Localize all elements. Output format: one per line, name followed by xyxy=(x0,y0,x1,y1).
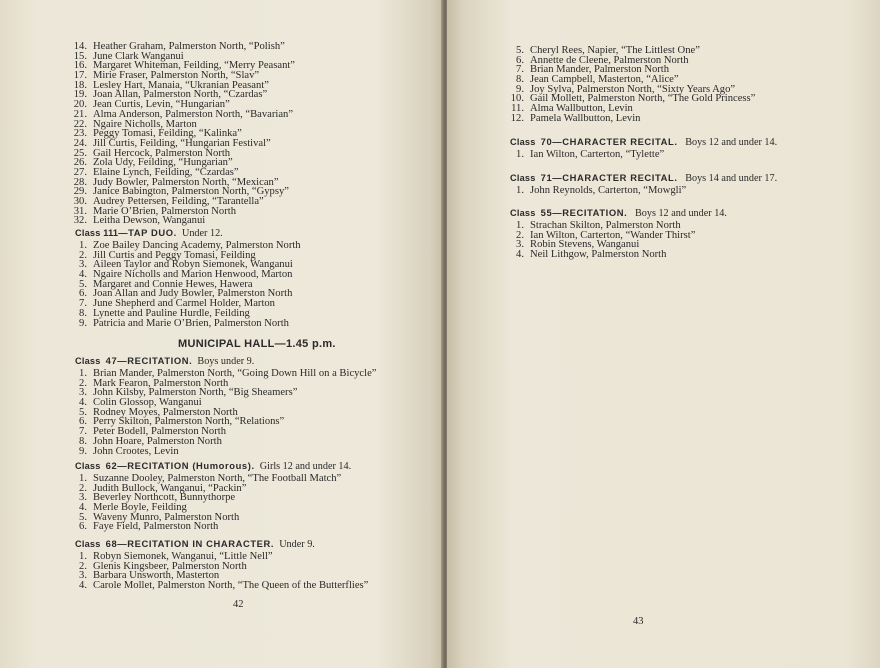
section-title: MUNICIPAL HALL—1.45 p.m. xyxy=(178,338,336,350)
entry-number: 3. xyxy=(79,570,87,582)
entry-text: Janice Babington, Palmerston North, “Gypsy” xyxy=(93,186,289,198)
entry-text: Margaret Whiteman, Feilding, “Merry Peasant” xyxy=(93,60,296,72)
entry-text: Heather Graham, Palmerston North, “Polish” xyxy=(93,41,285,52)
entry-number: 1. xyxy=(79,368,87,379)
entry-number: 4. xyxy=(79,580,87,592)
right-list-continued xyxy=(510,46,755,124)
list-item xyxy=(510,114,755,124)
entry-text: John Hoare, Palmerston North xyxy=(93,435,222,447)
entry-text: Joan Allan and Judy Bowler, Palmerston North xyxy=(93,288,293,300)
entry-number: 26. xyxy=(73,157,87,169)
entry-text: Brian Mander, Palmerston North xyxy=(530,64,670,76)
page-number: 43 xyxy=(633,616,644,627)
entry-text: Waveny Munro, Palmerston North xyxy=(93,511,240,523)
class-47-block xyxy=(72,356,377,456)
entry-number: 5. xyxy=(516,45,524,56)
entry-text: Faye Field, Palmerston North xyxy=(93,521,219,533)
entry-number: 28. xyxy=(73,176,87,188)
class-111-heading xyxy=(75,228,301,238)
entry-text: Margaret and Connie Hewes, Hawera xyxy=(93,278,253,290)
entry-number: 8. xyxy=(79,435,87,447)
entry-text: Elaine Lynch, Feilding, “Czardas” xyxy=(93,166,239,178)
class-title: 70—CHARACTER RECITAL. xyxy=(540,136,678,147)
entry-number: 2. xyxy=(79,377,87,389)
entry-text: Judy Bowler, Palmerston North, “Mexican” xyxy=(93,176,279,188)
class-label: Class xyxy=(510,208,536,218)
entry-number: 31. xyxy=(73,205,87,217)
entry-number: 6. xyxy=(79,416,87,428)
entry-number: 7. xyxy=(516,64,524,76)
class-description: Boys under 9. xyxy=(197,356,255,367)
entry-number: 5. xyxy=(79,406,87,418)
class-title: 47—RECITATION. xyxy=(105,355,193,366)
entry-number: 1. xyxy=(516,185,524,196)
entry-number: 32. xyxy=(73,215,87,227)
entry-number: 4. xyxy=(79,269,87,281)
entry-number: 2. xyxy=(79,560,87,572)
class-62-heading xyxy=(75,461,351,471)
class-title: —TAP DUO. xyxy=(118,227,177,238)
entry-text: Audrey Pettersen, Feilding, “Tarantella” xyxy=(93,196,264,207)
entry-number: 7. xyxy=(79,298,87,310)
list-item xyxy=(72,522,351,532)
list-item xyxy=(72,319,301,329)
entry-text: Mirie Fraser, Palmerston North, “Slav” xyxy=(93,70,260,82)
class-description: Under 12. xyxy=(181,228,223,239)
entry-number: 25. xyxy=(73,147,87,159)
entry-number: 4. xyxy=(79,502,87,514)
entry-number: 1. xyxy=(79,551,87,562)
entry-number: 3. xyxy=(79,259,87,271)
entry-number: 12. xyxy=(510,112,524,124)
entry-text: Colin Glossop, Wanganui xyxy=(93,397,202,409)
entry-number: 2. xyxy=(516,229,524,241)
list-item xyxy=(510,150,777,160)
left-list-continued xyxy=(72,42,295,226)
entry-text: John Reynolds, Carterton, “Mowgli” xyxy=(530,185,687,196)
entry-number: 9. xyxy=(79,445,87,457)
class-description: Under 9. xyxy=(279,539,315,550)
list-item xyxy=(72,216,295,226)
entry-text: Jean Curtis, Levin, “Hungarian” xyxy=(93,99,230,111)
entry-number: 1. xyxy=(79,473,87,484)
class-description: Boys 14 and under 17. xyxy=(685,173,778,184)
entry-text: Perry Skilton, Palmerston North, “Relations” xyxy=(93,416,285,428)
class-title: 71—CHARACTER RECITAL. xyxy=(540,172,678,183)
entry-text: Joy Sylva, Palmerston North, “Sixty Years Ago” xyxy=(530,83,736,95)
list-item xyxy=(72,581,368,591)
class-label: Class 111 xyxy=(75,228,119,238)
entry-text: Glenis Kingsbeer, Palmerston North xyxy=(93,560,247,572)
entry-text: Gail Hercock, Palmerston North xyxy=(93,147,231,159)
entry-text: Pamela Wallbutton, Levin xyxy=(530,112,641,124)
class-47-heading xyxy=(75,356,377,366)
entry-number: 21. xyxy=(73,108,87,120)
class-description: Girls 12 and under 14. xyxy=(259,461,352,472)
entry-text: Jill Curtis and Peggy Tomasi, Feilding xyxy=(93,249,256,261)
entry-number: 30. xyxy=(73,196,87,207)
entry-text: Zola Udy, Feilding, “Hungarian” xyxy=(93,157,233,169)
entry-number: 1. xyxy=(516,220,524,231)
class-description: Boys 12 and under 14. xyxy=(634,208,727,219)
entry-number: 5. xyxy=(79,278,87,290)
entry-number: 4. xyxy=(516,249,524,261)
entry-text: Joan Allan, Palmerston North, “Czardas” xyxy=(93,89,268,101)
class-68-block xyxy=(72,539,368,591)
entry-text: Carole Mollet, Palmerston North, “The Queen of the Butterflies” xyxy=(93,580,369,592)
entry-text: Merle Boyle, Feilding xyxy=(93,502,187,514)
entry-text: Lesley Hart, Manaia, “Ukranian Peasant” xyxy=(93,79,269,91)
entry-number: 14. xyxy=(73,41,87,52)
entry-number: 27. xyxy=(73,166,87,178)
entry-number: 9. xyxy=(79,317,87,329)
class-label: Class xyxy=(510,137,536,147)
class-title: 55—RECITATION. xyxy=(540,207,628,218)
entry-text: Peggy Tomasi, Feilding, “Kalinka” xyxy=(93,128,242,140)
list-item xyxy=(510,250,727,260)
entry-number: 17. xyxy=(73,70,87,82)
class-label: Class xyxy=(75,461,101,471)
entry-number: 9. xyxy=(516,83,524,95)
entry-text: Peter Bodell, Palmerston North xyxy=(93,426,226,438)
entry-number: 5. xyxy=(79,511,87,523)
entry-text: Cheryl Rees, Napier, “The Littlest One” xyxy=(530,45,700,56)
class-71-heading xyxy=(510,173,777,183)
list-item xyxy=(510,186,777,196)
entry-number: 3. xyxy=(79,387,87,399)
entry-number: 10. xyxy=(510,93,524,105)
class-55-block xyxy=(510,208,727,260)
entry-number: 1. xyxy=(79,240,87,251)
entry-number: 6. xyxy=(79,521,87,533)
class-70-block xyxy=(510,137,777,160)
list-item xyxy=(72,447,377,457)
entry-text: John Crootes, Levin xyxy=(93,445,179,457)
entry-number: 20. xyxy=(73,99,87,111)
entry-text: Ngaire Nicholls and Marion Henwood, Marton xyxy=(93,269,293,281)
entry-number: 16. xyxy=(73,60,87,72)
entry-number: 7. xyxy=(79,426,87,438)
class-55-heading xyxy=(510,208,727,218)
entry-number: 3. xyxy=(516,239,524,251)
entry-text: Judith Bullock, Wanganui, “Packin” xyxy=(93,482,247,494)
entry-text: Leitha Dewson, Wanganui xyxy=(93,215,206,227)
entry-number: 8. xyxy=(79,307,87,319)
right-page xyxy=(447,0,880,668)
entry-text: Jean Campbell, Masterton, “Alice” xyxy=(530,74,679,86)
entry-number: 18. xyxy=(73,79,87,91)
entry-text: Beverley Northcott, Bunnythorpe xyxy=(93,492,236,504)
entry-text: June Clark Wanganui xyxy=(93,50,184,62)
entry-text: Robyn Siemonek, Wanganui, “Little Nell” xyxy=(93,551,273,562)
entry-number: 11. xyxy=(511,103,524,115)
entry-text: Marie O’Brien, Palmerston North xyxy=(93,205,236,217)
entry-text: Robin Stevens, Wanganui xyxy=(530,239,640,251)
class-62-block xyxy=(72,461,351,532)
entry-text: Patricia and Marie O’Brien, Palmerston North xyxy=(93,317,289,329)
entry-number: 1. xyxy=(516,149,524,160)
entry-text: Alma Wallbutton, Levin xyxy=(530,103,633,115)
class-label: Class xyxy=(75,356,101,366)
entry-text: Neil Lithgow, Palmerston North xyxy=(530,249,667,261)
entry-text: Strachan Skilton, Palmerston North xyxy=(530,220,681,231)
entry-number: 2. xyxy=(79,482,87,494)
entry-text: Lynette and Pauline Hurdle, Feilding xyxy=(93,307,250,319)
entry-text: Gail Mollett, Palmerston North, “The Gold Princess” xyxy=(530,93,756,105)
entry-text: Jill Curtis, Feilding, “Hungarian Festival” xyxy=(93,137,271,149)
entry-number: 15. xyxy=(73,50,87,62)
entry-number: 2. xyxy=(79,249,87,261)
class-111-block xyxy=(72,228,301,328)
page-number: 42 xyxy=(233,599,244,610)
entry-text: Suzanne Dooley, Palmerston North, “The Football Match” xyxy=(93,473,342,484)
entry-number: 4. xyxy=(79,397,87,409)
entry-text: Ian Wilton, Carterton, “Wander Thirst” xyxy=(530,229,696,241)
class-68-heading xyxy=(75,539,368,549)
entry-text: Aileen Taylor and Robyn Siemonek, Wanganui xyxy=(93,259,293,271)
entry-number: 24. xyxy=(73,137,87,149)
entry-text: Mark Fearon, Palmerston North xyxy=(93,377,229,389)
entry-text: Brian Mander, Palmerston North, “Going Down Hill on a Bicycle” xyxy=(93,368,377,379)
entry-text: Barbara Unsworth, Masterton xyxy=(93,570,220,582)
class-title: 62—RECITATION (Humorous). xyxy=(105,460,255,471)
entry-number: 29. xyxy=(73,186,87,198)
entry-number: 6. xyxy=(516,54,524,66)
class-description: Boys 12 and under 14. xyxy=(685,137,778,148)
entry-number: 19. xyxy=(73,89,87,101)
entry-number: 6. xyxy=(79,288,87,300)
entry-text: Annette de Cleene, Palmerston North xyxy=(530,54,689,66)
entry-text: Rodney Moyes, Palmerston North xyxy=(93,406,238,418)
class-label: Class xyxy=(510,173,536,183)
entry-text: Ngaire Nicholls, Marton xyxy=(93,118,197,130)
class-70-heading xyxy=(510,137,777,147)
class-71-block xyxy=(510,173,777,196)
entry-text: June Shepherd and Carmel Holder, Marton xyxy=(93,298,275,310)
class-title: 68—RECITATION IN CHARACTER. xyxy=(105,538,275,549)
entry-number: 22. xyxy=(73,118,87,130)
class-label: Class xyxy=(75,539,101,549)
entry-number: 23. xyxy=(73,128,87,140)
entry-text: Zoe Bailey Dancing Academy, Palmerston North xyxy=(93,240,301,251)
entry-text: Ian Wilton, Carterton, “Tylette” xyxy=(530,149,665,160)
entry-text: John Kilsby, Palmerston North, “Big Sheamers” xyxy=(93,387,298,399)
entry-number: 3. xyxy=(79,492,87,504)
entry-number: 8. xyxy=(516,74,524,86)
entry-text: Alma Anderson, Palmerston North, “Bavarian” xyxy=(93,108,294,120)
